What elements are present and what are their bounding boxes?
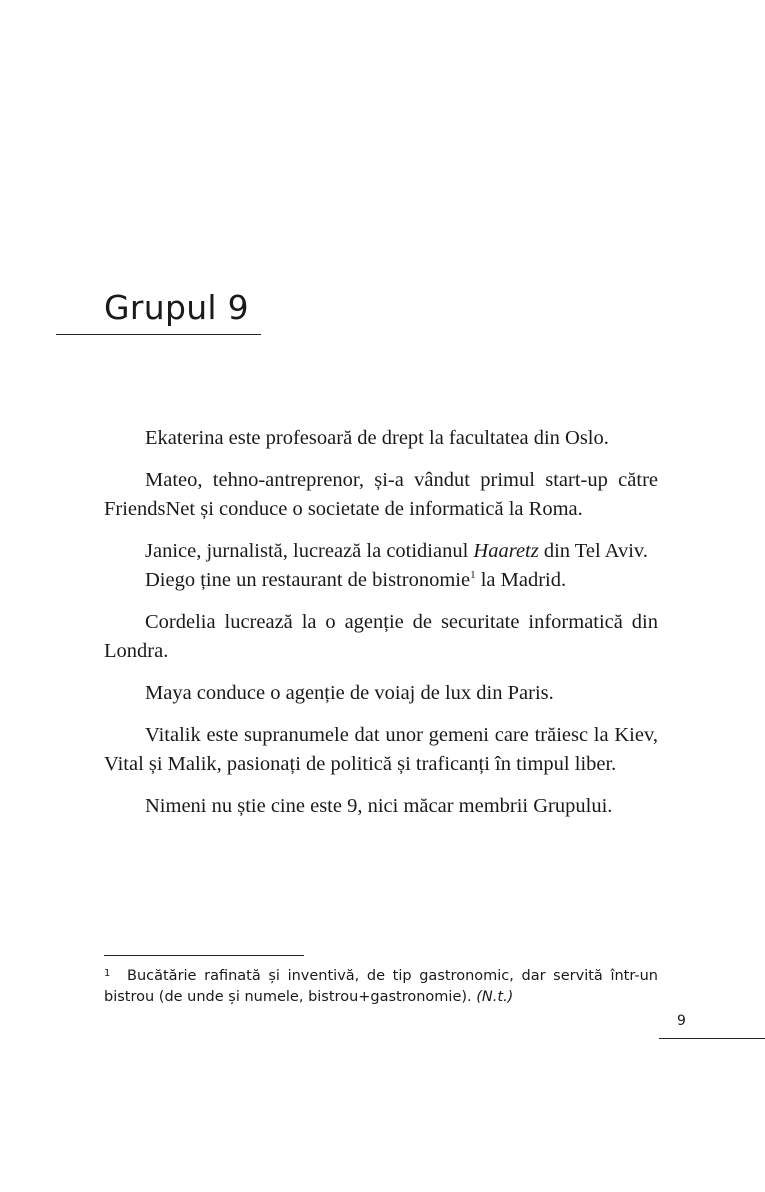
footnote-separator — [104, 955, 304, 956]
paragraph-janice — [104, 537, 658, 566]
paragraph-janice-end: din Tel Aviv. — [538, 540, 648, 562]
paragraph-diego-end: la Madrid. — [475, 569, 567, 591]
paragraph-nimeni: Nimeni nu știe cine este 9, nici măcar membrii Grupului. — [145, 795, 613, 817]
page-number-rule — [659, 1038, 765, 1039]
footnote-line-1: Bucătărie rafinată și inventivă, de tip gastronomic, dar servită într-un — [127, 968, 658, 984]
paragraph-maya: Maya conduce o agenție de voiaj de lux din Paris. — [145, 682, 554, 704]
paragraph-diego-start: Diego ține un restaurant de bistronomie — [145, 569, 471, 591]
footnote — [104, 966, 658, 1008]
newspaper-name: Haaretz — [473, 540, 539, 562]
chapter-title: Grupul 9 — [104, 288, 249, 327]
footnote-line-2 — [104, 987, 658, 1008]
translator-note: (N.t.) — [476, 989, 514, 1005]
body-text — [104, 424, 658, 834]
title-underline — [56, 334, 261, 335]
paragraph-mateo: Mateo, tehno-antreprenor, și-a vândut primul start-up către FriendsNet și conduce o societate de informatică la Roma. — [104, 469, 658, 520]
paragraph-vitalik: Vitalik este supranumele dat unor gemeni care trăiesc la Kiev, Vital și Malik, pasionați de politică și traficanți în timpul liber. — [104, 724, 658, 775]
footnote-reference[interactable]: 1 — [470, 569, 476, 582]
paragraph-cordelia: Cordelia lucrează la o agenție de securitate informatică din Londra. — [104, 611, 658, 662]
paragraph-janice-start: Janice, jurnalistă, lucrează la cotidianul — [145, 540, 474, 562]
footnote-number: 1 — [104, 968, 111, 979]
paragraph-ekaterina: Ekaterina este profesoară de drept la facultatea din Oslo. — [145, 427, 609, 449]
page-number: 9 — [677, 1013, 686, 1029]
footnote-line-2-text: bistrou (de unde și numele, bistrou+gastronomie). — [104, 989, 477, 1005]
paragraph-diego — [104, 566, 658, 595]
